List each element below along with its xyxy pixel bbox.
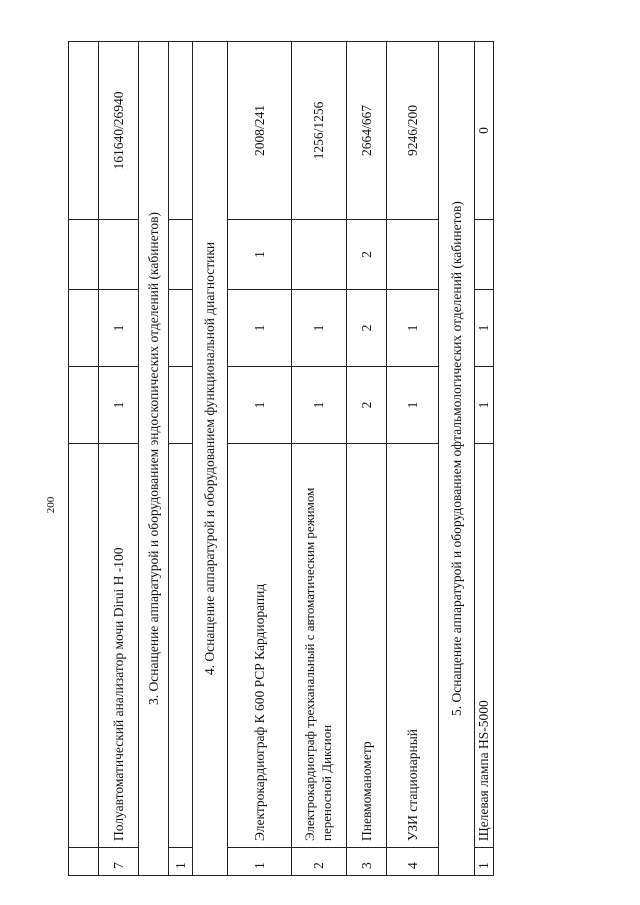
value-cell: 161640/26940 [99, 42, 139, 220]
value-cell [169, 42, 193, 220]
qty-cell: 2 [347, 367, 387, 444]
qty-cell: 1 [228, 367, 292, 444]
value-cell: 9246/200 [387, 42, 439, 220]
table-row [292, 42, 347, 876]
equipment-name: Электрокардиограф К 600 РСР Кардиорапид [228, 444, 292, 848]
page-number: 200 [45, 496, 57, 514]
table-wrapper [68, 42, 491, 876]
table-row [347, 42, 387, 876]
qty-cell: 1 [99, 290, 139, 367]
qty-cell [99, 220, 139, 290]
qty-cell: 2 [347, 290, 387, 367]
section-heading: 5. Оснащение аппаратурой и оборудованием офтальмологических отделений (кабинетов) [439, 42, 475, 876]
row-number: 3 [347, 848, 387, 876]
qty-cell [387, 220, 439, 290]
equipment-name: Электрокардиограф трехканальный с автоматическим режимом переносной Диксион [292, 444, 347, 848]
equipment-name: Щелевая лампа HS-5000 [475, 444, 494, 848]
row-number: 7 [99, 848, 139, 876]
qty-cell [169, 290, 193, 367]
value-cell: 1256/1256 [292, 42, 347, 220]
qty-cell: 1 [99, 367, 139, 444]
row-number: 4 [387, 848, 439, 876]
section-heading: 4. Оснащение аппаратурой и оборудованием функциональной диагностики [193, 42, 228, 876]
qty-cell [169, 367, 193, 444]
qty-cell [475, 220, 494, 290]
row-number: 1 [169, 848, 193, 876]
table-row [475, 42, 494, 876]
table-row [228, 42, 292, 876]
qty-cell [292, 220, 347, 290]
qty-cell: 2 [347, 220, 387, 290]
equipment-table [68, 41, 494, 876]
section-row [439, 42, 475, 876]
qty-cell: 1 [292, 367, 347, 444]
equipment-name: УЗИ стационарный [387, 444, 439, 848]
qty-cell [169, 220, 193, 290]
equipment-name [169, 444, 193, 848]
section-row [139, 42, 169, 876]
qty-cell: 1 [228, 290, 292, 367]
value-cell: 0 [475, 42, 494, 220]
value-cell: 2664/667 [347, 42, 387, 220]
equipment-name: Пневмоманометр [347, 444, 387, 848]
table-row-top [69, 42, 99, 876]
table-row [169, 42, 193, 876]
table-row [99, 42, 139, 876]
qty-cell: 1 [292, 290, 347, 367]
row-number: 1 [228, 848, 292, 876]
section-row [193, 42, 228, 876]
section-heading: 3. Оснащение аппаратурой и оборудованием эндоскопических отделений (кабинетов) [139, 42, 169, 876]
qty-cell: 1 [228, 220, 292, 290]
row-number: 2 [292, 848, 347, 876]
qty-cell: 1 [387, 290, 439, 367]
table-row [387, 42, 439, 876]
row-number: 1 [475, 848, 494, 876]
qty-cell: 1 [387, 367, 439, 444]
qty-cell: 1 [475, 367, 494, 444]
equipment-name: Полуавтоматический анализатор мочи Dirui H -100 [99, 444, 139, 848]
qty-cell: 1 [475, 290, 494, 367]
value-cell: 2008/241 [228, 42, 292, 220]
